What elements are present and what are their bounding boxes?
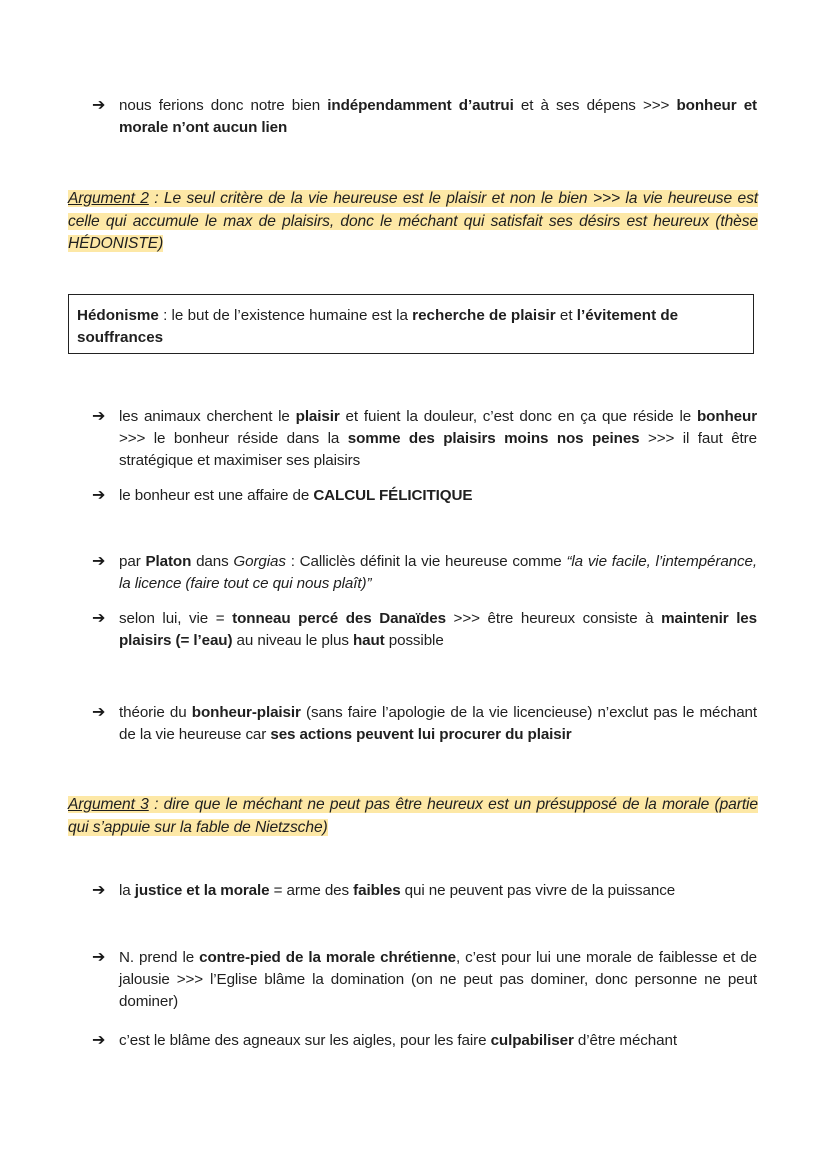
argument-3-text: : dire que le méchant ne peut pas être heureux est un présupposé de la morale (partie qui s’appuie sur la fable de Nietzsche) [68,796,758,836]
text-run: possible [384,632,444,649]
bullet-item-9 [92,1030,757,1052]
text-run: et à ses dépens >>> [513,97,677,114]
arrow-icon: ➔ [92,553,106,570]
argument-2-label: Argument 2 [68,190,149,207]
bullet-item-1 [92,95,757,139]
text-run: >>> le bonheur réside dans la [119,430,348,447]
text-run: Platon [145,553,192,570]
text-run: : le but de l’existence humaine est la [158,307,413,324]
bullet-item-8 [92,947,757,1013]
text-run: N. prend le [119,949,200,966]
text-run: Hédonisme [77,307,159,324]
text-run: théorie du [119,704,192,721]
text-run: les animaux cherchent le [119,408,296,425]
text-run: par [119,553,146,570]
text-run: c’est le blâme des agneaux sur les aigles, pour les faire [119,1032,491,1049]
bullet-text-9 [119,1030,757,1052]
text-run: maintenir les plaisirs (= l’eau) [119,610,758,649]
text-run: CALCUL FÉLICITIQUE [313,487,473,504]
text-run: recherche de plaisir [412,307,556,324]
definition-text [77,307,678,346]
text-run: somme des plaisirs moins nos peines [347,430,640,447]
bullet-text-4 [119,551,757,595]
text-run: bonheur-plaisir [191,704,301,721]
text-run: le bonheur est une affaire de [119,487,314,504]
definition-box [68,294,754,354]
text-run: >>> être heureux consiste à [445,610,662,627]
text-run: contre-pied de la morale chrétienne [199,949,456,966]
bullet-item-4 [92,551,757,595]
text-run: haut [352,632,385,649]
bullet-text-7 [119,880,757,902]
argument-3 [68,794,758,839]
text-run: >>> il faut être stratégique et maximiser ses plaisirs [119,430,757,469]
text-run: selon lui, vie = [119,610,233,627]
bullet-item-3 [92,485,757,507]
argument-2 [68,188,758,256]
text-run: d’être méchant [573,1032,677,1049]
argument-2-text: : Le seul critère de la vie heureuse est le plaisir et non le bien >>> la vie heureuse est celle qui accumule le max de plaisirs, donc le méchant qui satisfait ses désirs est heureux (thèse HÉDONISTE) [68,190,758,252]
text-run: culpabiliser [490,1032,574,1049]
arrow-icon: ➔ [92,487,106,504]
argument-3-label: Argument 3 [68,796,149,813]
arrow-icon: ➔ [92,882,106,899]
text-run: la [119,882,135,899]
text-run: dans [191,553,234,570]
bullet-text-5 [119,608,757,652]
arrow-icon: ➔ [92,610,106,627]
text-run: = arme des [269,882,354,899]
bullet-item-6 [92,702,757,746]
text-run: nous ferions donc notre bien [119,97,328,114]
bullet-text-1 [119,95,757,139]
bullet-item-2 [92,406,757,472]
bullet-text-8 [119,947,757,1013]
arrow-icon: ➔ [92,408,106,425]
arrow-icon: ➔ [92,949,106,966]
bullet-item-7 [92,880,757,902]
bullet-text-6 [119,702,757,746]
text-run: et [555,307,577,324]
text-run: bonheur et morale n’ont aucun lien [119,97,758,136]
text-run: et fuient la douleur, c’est donc en ça que réside le [339,408,697,425]
text-run: , c’est pour lui une morale de faiblesse et de jalousie >>> l’Eglise blâme la domination (on ne peut pas dominer, donc personne ne peut dominer) [119,949,758,1010]
text-run: plaisir [295,408,340,425]
bullet-text-3 [119,485,757,507]
bullet-item-5 [92,608,757,652]
arrow-icon: ➔ [92,1032,106,1049]
text-run: qui ne peuvent pas vivre de la puissance [400,882,676,899]
text-run: l’évitement de souffrances [77,307,679,346]
text-run: indépendamment d’autrui [327,97,514,114]
text-run: (sans faire l’apologie de la vie licencieuse) n’exclut pas le méchant de la vie heureuse car [119,704,758,743]
text-run: au niveau le plus [232,632,353,649]
text-run: Gorgias [233,553,286,570]
text-run: : Calliclès définit la vie heureuse comme [285,553,567,570]
text-run: bonheur [696,408,758,425]
text-run: ses actions peuvent lui procurer du plaisir [270,726,572,743]
bullet-text-2 [119,406,757,472]
arrow-icon: ➔ [92,704,106,721]
text-run: faibles [353,882,401,899]
text-run: justice et la morale [134,882,270,899]
arrow-icon: ➔ [92,97,106,114]
text-run: tonneau percé des Danaïdes [232,610,446,627]
text-run: “la vie facile, l’intempérance, la licence (faire tout ce qui nous plaît)” [119,553,757,592]
